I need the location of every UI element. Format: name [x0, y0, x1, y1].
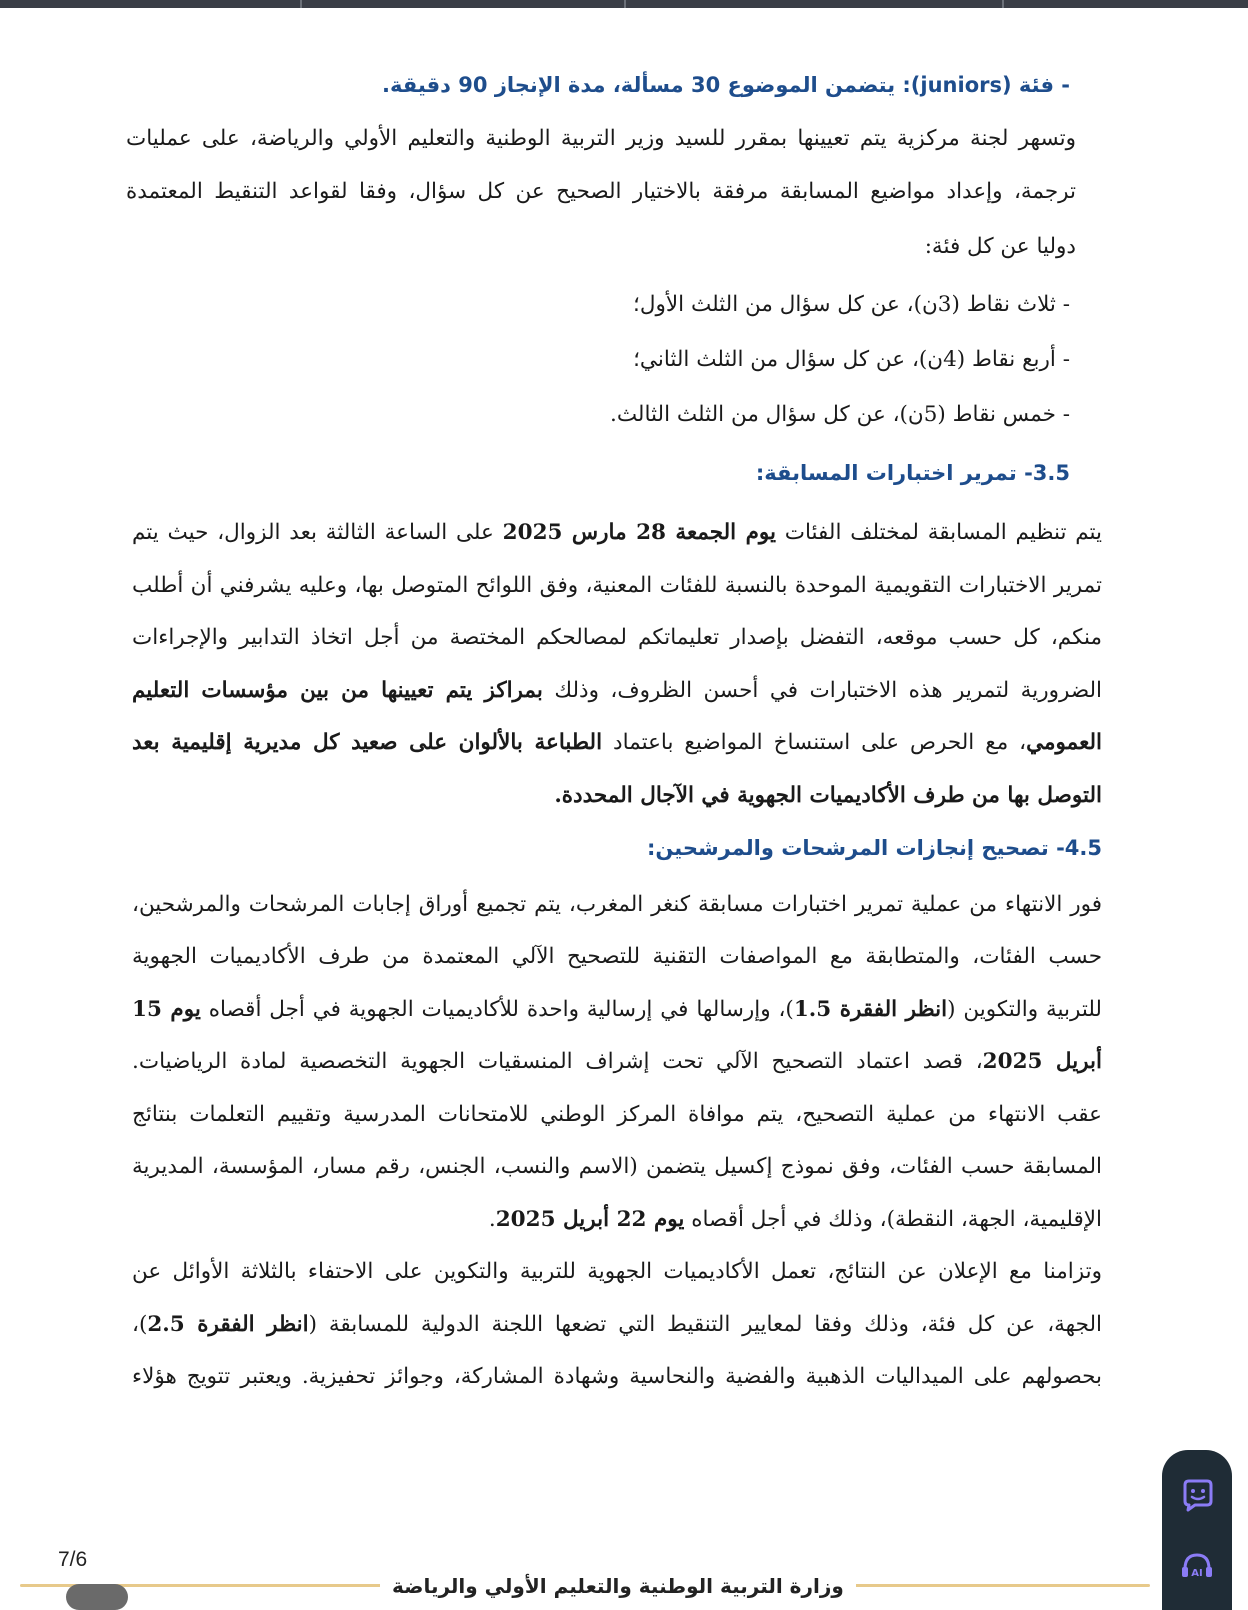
ai-label: AI	[1191, 1568, 1203, 1579]
paragraph-line: منكم، كل حسب موقعه، التفضل بإصدار تعليماتكم لمصالحكم المختصة من أجل اتخاذ التدابير والإجراءات	[132, 625, 1102, 650]
ai-headset-icon[interactable]	[1176, 1546, 1218, 1588]
paragraph-line: للتربية والتكوين (انظر الفقرة 1.5)، وإرسالها في إرسالية واحدة للأكاديميات الجهوية في أجل أقصاه يوم 15	[132, 997, 1102, 1022]
page-indicator-pill[interactable]	[66, 1584, 128, 1610]
paragraph-line: العمومي، مع الحرص على استنساخ المواضيع باعتماد الطباعة بالألوان على صعيد كل مديرية إقليمية بعد	[132, 730, 1102, 755]
scoring-item: - ثلاث نقاط (3ن)، عن كل سؤال من الثلث الأول؛	[633, 292, 1070, 317]
paragraph-line: الضرورية لتمرير هذه الاختبارات في أحسن الظروف، وذلك بمراكز يتم تعيينها من بين مؤسسات التعليم	[132, 678, 1102, 703]
section-3-5-heading: 3.5- تمرير اختبارات المسابقة:	[755, 461, 1070, 485]
ai-assistant-panel	[1162, 1450, 1232, 1610]
toolbar-divider	[300, 0, 302, 8]
paragraph-line: عقب الانتهاء من عملية التصحيح، يتم موافاة المركز الوطني للامتحانات المدرسية وتقييم التعلمات بنتائج	[132, 1102, 1102, 1127]
paragraph-line: يتم تنظيم المسابقة لمختلف الفئات يوم الجمعة 28 مارس 2025 على الساعة الثالثة بعد الزوال، حيث يتم	[132, 520, 1103, 545]
page-number: 7/6	[58, 1548, 88, 1571]
paragraph-line: تمرير الاختبارات التقويمية الموحدة بالنسبة للفئات المعنية، وفق اللوائح المتوصل بها، وعليه يشرفني أن أطلب	[132, 573, 1102, 598]
scoring-item: - أربع نقاط (4ن)، عن كل سؤال من الثلث الثاني؛	[633, 347, 1070, 372]
paragraph-line: وتزامنا مع الإعلان عن النتائج، تعمل الأكاديميات الجهوية للتربية والتكوين على الاحتفاء بالثلاثة الأوائل عن	[132, 1259, 1102, 1284]
footer-ministry-title: وزارة التربية الوطنية والتعليم الأولي والرياضة	[380, 1574, 856, 1598]
document-page	[0, 8, 1248, 1600]
paragraph-line: المسابقة حسب الفئات، وفق نموذج إكسيل يتضمن (الاسم والنسب، الجنس، رقم مسار، المؤسسة، المديرية	[132, 1154, 1102, 1179]
scoring-item: - خمس نقاط (5ن)، عن كل سؤال من الثلث الثالث.	[609, 402, 1070, 427]
category-juniors-item: - فئة (juniors): يتضمن الموضوع 30 مسألة، مدة الإنجاز 90 دقيقة.	[382, 73, 1070, 97]
top-toolbar	[0, 0, 1248, 8]
paragraph-line: فور الانتهاء من عملية تمرير اختبارات مسابقة كنغر المغرب، يتم تجميع أوراق إجابات المرشحات والمرشحين،	[132, 892, 1102, 917]
paragraph-line: حسب الفئات، والمتطابقة مع المواصفات التقنية للتصحيح الآلي المعتمدة من طرف الأكاديميات الجهوية	[132, 944, 1102, 969]
paragraph-line: دوليا عن كل فئة:	[924, 234, 1076, 259]
paragraph-line: بحصولهم على الميداليات الذهبية والفضية والنحاسية وشهادة المشاركة، وجوائز تحفيزية. ويعتبر تتويج هؤلاء	[132, 1364, 1102, 1389]
paragraph-line: الجهة، عن كل فئة، وذلك وفقا لمعايير التنقيط التي تضعها اللجنة الدولية للمسابقة (انظر الفقرة 2.5)،	[132, 1312, 1102, 1337]
toolbar-divider	[1002, 0, 1004, 8]
paragraph-line: أبريل 2025، قصد اعتماد التصحيح الآلي تحت إشراف المنسقيات الجهوية التخصصية لمادة الرياضيات.	[132, 1049, 1103, 1074]
chat-face-icon[interactable]	[1176, 1474, 1218, 1516]
paragraph-line: التوصل بها من طرف الأكاديميات الجهوية في الآجال المحددة.	[554, 783, 1102, 808]
toolbar-divider	[624, 0, 626, 8]
paragraph-line: وتسهر لجنة مركزية يتم تعيينها بمقرر للسيد وزير التربية الوطنية والتعليم الأولي والرياضة، على عمليات	[126, 126, 1076, 151]
paragraph-line: ترجمة، وإعداد مواضيع المسابقة مرفقة بالاختيار الصحيح عن كل سؤال، وفقا لقواعد التنقيط المعتمدة	[126, 179, 1076, 204]
paragraph-line: الإقليمية، الجهة، النقطة)، وذلك في أجل أقصاه يوم 22 أبريل 2025.	[488, 1207, 1102, 1232]
section-4-5-heading: 4.5- تصحيح إنجازات المرشحات والمرشحين:	[646, 836, 1102, 860]
